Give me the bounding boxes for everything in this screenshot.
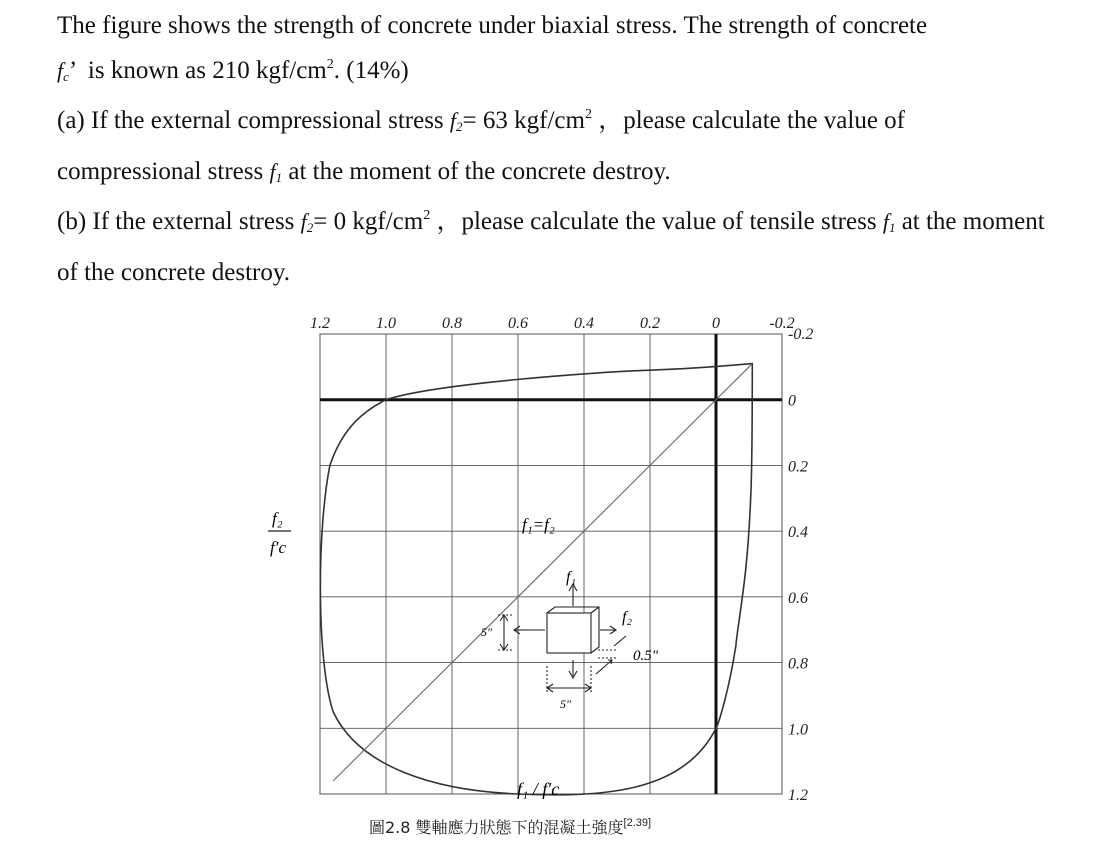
y-tick-label: 0.8 [788,655,808,673]
y-tick-label: 0.6 [788,589,808,607]
y-tick-label: 0.4 [788,524,808,542]
x-axis-label: f₁ / f′c [517,779,560,799]
y-tick-label: 0.2 [788,458,808,476]
x-tick-label: 1.2 [310,315,330,332]
x-tick-label: -0.2 [769,315,795,332]
dim-05: 0.5" [633,648,659,664]
series [320,364,752,795]
question-b: (b) If the external stress $f_2= 0$ kgf/$cm^2$ ，please calculate the value of tensile stress $f_1$ at the moment of the concrete destroy. [57,208,1045,286]
diagonal-f1-equals-f2 [333,364,752,781]
figure-caption: 圖2.8 雙軸應力狀態下的混凝土強度[2.39] [369,817,652,837]
x-tick-label: 0 [712,315,720,332]
fc-symbol: $f_c$ [57,57,69,84]
problem-intro: The figure shows the strength of concrete under biaxial stress. The strength of concrete $f_c$’ is known as 210 kgf/$cm^2$. (14%) [57,12,928,84]
x-tick-label: 0.6 [508,315,528,332]
f1-label: f₁ [566,569,577,586]
x-tick-label: 1.0 [376,315,396,332]
diagonal-label: f₁=f₂ [522,515,555,534]
f2-label: f₂ [622,609,633,626]
x-tick-label: 0.4 [574,315,594,332]
y-tick-labels [788,326,813,804]
y-tick-label: 0 [788,392,796,410]
y-tick-label: 1.0 [788,721,808,739]
y-tick-label: -0.2 [788,326,814,343]
y-axis-label [268,509,291,557]
question-a: (a) If the external compressional stress $f_2= 63$ kgf/$cm^2$ ，please calculate the value of compressional stress $f_1$ at the moment of the concrete destroy. [57,107,906,185]
x-tick-label: 0.2 [640,315,660,332]
dim-5-bottom: 5" [560,697,572,711]
svg-text:f′c: f′c [270,538,286,557]
y-tick-label: 1.2 [788,787,808,804]
dim-5-left: 5" [481,625,493,639]
svg-text:f₂: f₂ [272,509,283,528]
x-tick-label: 0.8 [442,315,462,332]
x-tick-labels [310,315,795,332]
caption-reference: [2.39] [623,817,652,829]
specimen-sketch [498,584,626,694]
